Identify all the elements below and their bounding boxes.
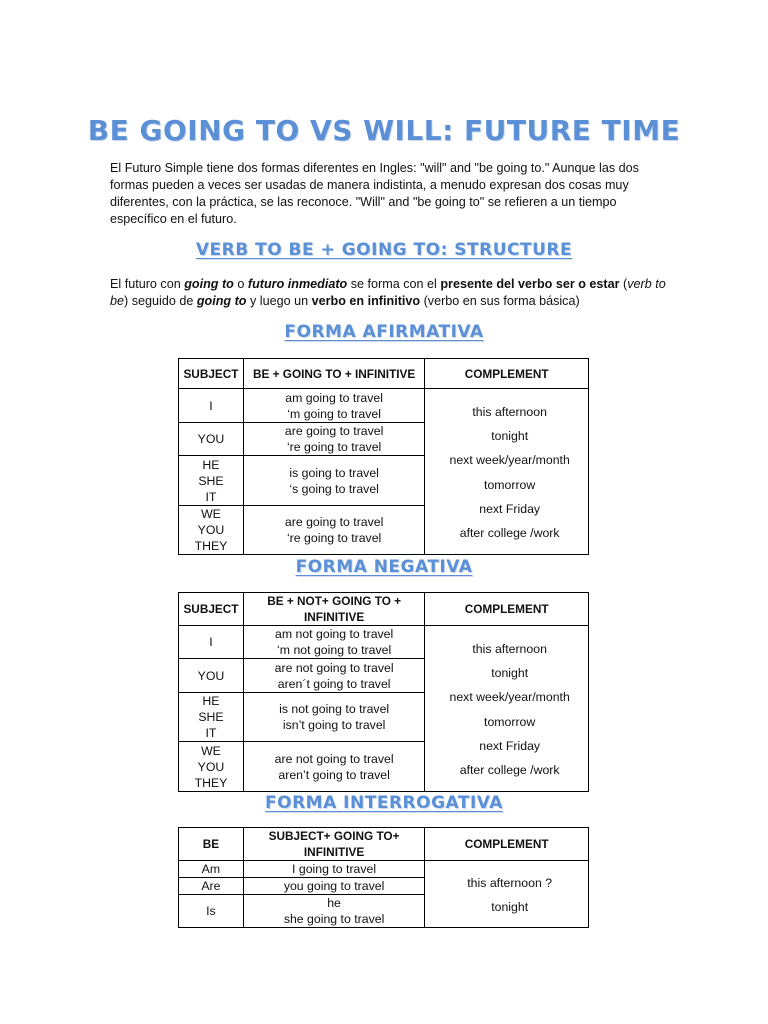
verb-cell <box>243 423 424 456</box>
subject-cell <box>179 693 244 742</box>
subject-text: SHE <box>198 710 224 724</box>
verb-text: am not going to travel <box>275 627 394 641</box>
subject-text: SHE <box>198 473 224 488</box>
complement-item: next week/year/month <box>449 453 570 468</box>
complement-cell <box>425 389 589 555</box>
subject-text: I <box>209 398 213 413</box>
complement-item: tonight <box>491 900 529 915</box>
verb-text: am going to travel <box>285 390 383 405</box>
subject-cell <box>179 742 244 792</box>
verb-text: are going to travel <box>284 424 384 438</box>
table-row <box>179 861 589 878</box>
verb-text: ‘m going to travel <box>287 406 381 421</box>
table-header-row <box>179 828 589 861</box>
page-title: BE GOING TO VS WILL: FUTURE TIME <box>87 114 681 147</box>
interrogative-heading: FORMA INTERROGATIVA <box>265 793 503 813</box>
complement-item: tonight <box>491 666 529 681</box>
subject-text: YOU <box>197 523 225 537</box>
subject-text: Am <box>201 862 221 876</box>
complement-item: this afternoon <box>472 641 547 656</box>
subject-text: HE <box>202 694 220 708</box>
subject-text: IT <box>205 489 217 504</box>
complement-item: after college /work <box>459 763 560 778</box>
affirmative-table <box>178 358 589 555</box>
column-header: SUBJECT <box>179 593 244 626</box>
column-header: COMPLEMENT <box>425 828 589 861</box>
verb-text: are not going to travel <box>274 751 394 766</box>
verb-text: she going to travel <box>283 912 385 926</box>
verb-cell <box>243 895 425 928</box>
verb-text: are going to travel <box>284 515 384 529</box>
verb-text: I going to travel <box>292 862 377 876</box>
subject-text: I <box>209 635 213 649</box>
verb-text: is not going to travel <box>279 702 390 716</box>
column-header: BE + GOING TO + INFINITIVE <box>243 359 424 389</box>
verb-text: ‘s going to travel <box>289 481 379 496</box>
complement-item: tomorrow <box>484 477 536 492</box>
verb-text: ‘m not going to travel <box>277 643 392 657</box>
complement-cell <box>425 861 589 928</box>
verb-cell <box>243 861 425 878</box>
subject-cell <box>179 506 244 555</box>
verb-text: isn’t going to travel <box>282 718 386 732</box>
subject-cell <box>179 861 244 878</box>
affirmative-heading: FORMA AFIRMATIVA <box>284 322 484 342</box>
subject-text: HE <box>202 457 220 472</box>
complement-item: tonight <box>491 429 529 444</box>
verb-text: ‘re going to travel <box>286 440 382 454</box>
complement-item: next week/year/month <box>449 690 570 705</box>
column-header: COMPLEMENT <box>425 359 589 389</box>
complement-item: after college /work <box>459 526 560 541</box>
verb-cell <box>243 389 424 423</box>
verb-cell <box>243 506 424 555</box>
verb-cell <box>243 626 424 659</box>
subject-text: THEY <box>194 775 228 790</box>
verb-text: aren´t going to travel <box>277 676 391 691</box>
table-row <box>179 626 589 659</box>
verb-cell <box>243 878 425 895</box>
subject-text: YOU <box>197 759 225 774</box>
subject-text: YOU <box>197 432 225 446</box>
negative-heading: FORMA NEGATIVA <box>295 557 473 577</box>
verb-text: aren’t going to travel <box>278 767 390 782</box>
complement-item: this afternoon <box>472 404 547 419</box>
subject-cell <box>179 895 244 928</box>
verb-cell <box>243 693 424 742</box>
subject-text: IT <box>205 726 217 740</box>
column-header: BE + NOT+ GOING TO + INFINITIVE <box>243 593 424 626</box>
negative-table <box>178 592 589 792</box>
column-header: COMPLEMENT <box>425 593 589 626</box>
subject-cell <box>179 456 244 506</box>
complement-item: next Friday <box>479 738 541 753</box>
subject-text: Is <box>206 904 216 918</box>
subject-text: Are <box>201 879 221 893</box>
verb-text: are not going to travel <box>274 660 394 675</box>
table-header-row <box>179 593 589 626</box>
subject-cell <box>179 659 244 693</box>
subject-text: YOU <box>197 668 225 683</box>
table-header-row <box>179 359 589 389</box>
structure-heading: VERB TO BE + GOING TO: STRUCTURE <box>195 240 573 260</box>
complement-item: tomorrow <box>484 714 536 729</box>
verb-text: ‘re going to travel <box>286 531 382 545</box>
verb-cell <box>243 659 424 693</box>
table-row <box>179 389 589 423</box>
structure-paragraph: El futuro con going to o futuro inmediato se forma con el presente del verbo ser o estar (verb to be) seguido de going to y luego un verbo en infinitivo (verbo en sus forma básica) <box>110 277 666 308</box>
verb-cell <box>243 456 424 506</box>
subject-cell <box>179 389 244 423</box>
subject-cell <box>179 626 244 659</box>
complement-cell <box>425 626 589 792</box>
complement-item: next Friday <box>479 501 541 516</box>
verb-text: he <box>327 896 341 910</box>
verb-cell <box>243 742 424 792</box>
subject-cell <box>179 423 244 456</box>
subject-text: WE <box>201 743 221 758</box>
column-header: SUBJECT <box>179 359 244 389</box>
intro-paragraph: El Futuro Simple tiene dos formas diferentes en Ingles: "will" and "be going to." Aunque las dos formas pueden a veces ser usadas de manera indistinta, a menudo expresan dos cosas muy diferentes, con la práctica, se las reconoce. "Will" and "be going to" se refieren a un tiempo específico en el futuro. <box>110 161 639 226</box>
column-header: BE <box>179 828 244 861</box>
interrogative-table <box>178 827 589 928</box>
verb-text: you going to travel <box>283 879 385 893</box>
column-header: SUBJECT+ GOING TO+ INFINITIVE <box>243 828 425 861</box>
verb-text: is going to travel <box>289 465 379 480</box>
subject-cell <box>179 878 244 895</box>
complement-item: this afternoon ? <box>467 875 553 890</box>
subject-text: THEY <box>194 539 228 553</box>
subject-text: WE <box>201 507 221 521</box>
